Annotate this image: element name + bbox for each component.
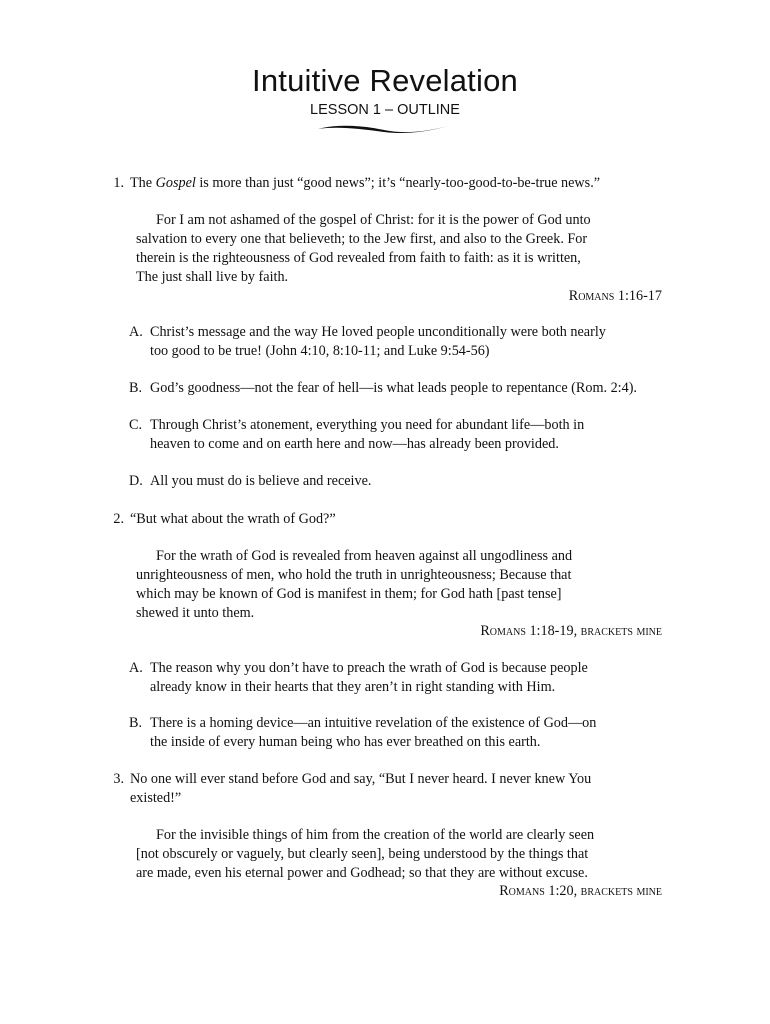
decorative-swash-divider — [316, 121, 450, 137]
scripture-line: salvation to every one that believeth; to the Jew first, and also to the Greek. For — [136, 231, 588, 247]
scripture-reference: Romans 1:18-19, brackets mine — [480, 623, 662, 639]
page-subtitle: LESSON 1 – OUTLINE — [310, 102, 460, 118]
subpoint-text: The reason why you don’t have to preach the wrath of God is because people — [150, 660, 588, 676]
subpoint-text: God’s goodness—not the fear of hell—is what leads people to repentance (Rom. 2:4). — [150, 380, 637, 396]
subpoint-letter: A. — [129, 324, 143, 340]
subpoint-text: Christ’s message and the way He loved people unconditionally were both nearly — [150, 324, 606, 340]
scripture-line: For the wrath of God is revealed from heaven against all ungodliness and — [156, 548, 573, 564]
scripture-line: For the invisible things of him from the creation of the world are clearly seen — [156, 827, 595, 843]
subpoint-letter: B. — [129, 380, 143, 396]
subpoint-text: the inside of every human being who has ever breathed on this earth. — [150, 734, 541, 750]
scripture-line: For I am not ashamed of the gospel of Christ: for it is the power of God unto — [156, 212, 591, 228]
scripture-line: The just shall live by faith. — [136, 269, 289, 285]
subpoint-letter: C. — [129, 417, 143, 433]
subpoint-letter: A. — [129, 660, 143, 676]
scripture-line: which may be known of God is manifest in them; for God hath [past tense] — [136, 586, 562, 602]
point-text: The Gospel is more than just “good news”; it’s “nearly-too-good-to-be-true news.” — [130, 175, 601, 191]
point-text: “But what about the wrath of God?” — [130, 511, 336, 527]
subpoint-text: All you must do is believe and receive. — [150, 473, 372, 489]
point-number: 2. — [113, 511, 124, 527]
point-text: No one will ever stand before God and say, “But I never heard. I never knew You — [130, 771, 592, 787]
point-text: existed!” — [130, 790, 182, 806]
scripture-line: are made, even his eternal power and Godhead; so that they are without excuse. — [136, 865, 588, 881]
scripture-line: therein is the righteousness of God revealed from faith to faith: as it is written, — [136, 250, 581, 266]
point-number: 1. — [113, 175, 124, 191]
scripture-reference: Romans 1:16-17 — [568, 288, 662, 304]
subpoint-letter: D. — [129, 473, 143, 489]
scripture-line: shewed it unto them. — [136, 605, 255, 621]
subpoint-text: There is a homing device—an intuitive revelation of the existence of God—on — [150, 715, 597, 731]
subpoint-text: too good to be true! (John 4:10, 8:10-11; and Luke 9:54-56) — [150, 343, 490, 359]
point-number: 3. — [113, 771, 124, 787]
scripture-line: [not obscurely or vaguely, but clearly seen], being understood by the things that — [136, 846, 589, 862]
subpoint-letter: B. — [129, 715, 143, 731]
scripture-reference: Romans 1:20, brackets mine — [499, 883, 662, 899]
page-title: Intuitive Revelation — [252, 63, 518, 98]
subpoint-text: already know in their hearts that they aren’t in right standing with Him. — [150, 679, 556, 695]
subpoint-text: Through Christ’s atonement, everything you need for abundant life—both in — [150, 417, 585, 433]
scripture-line: unrighteousness of men, who hold the truth in unrighteousness; Because that — [136, 567, 572, 583]
subpoint-text: heaven to come and on earth here and now—has already been provided. — [150, 436, 559, 452]
